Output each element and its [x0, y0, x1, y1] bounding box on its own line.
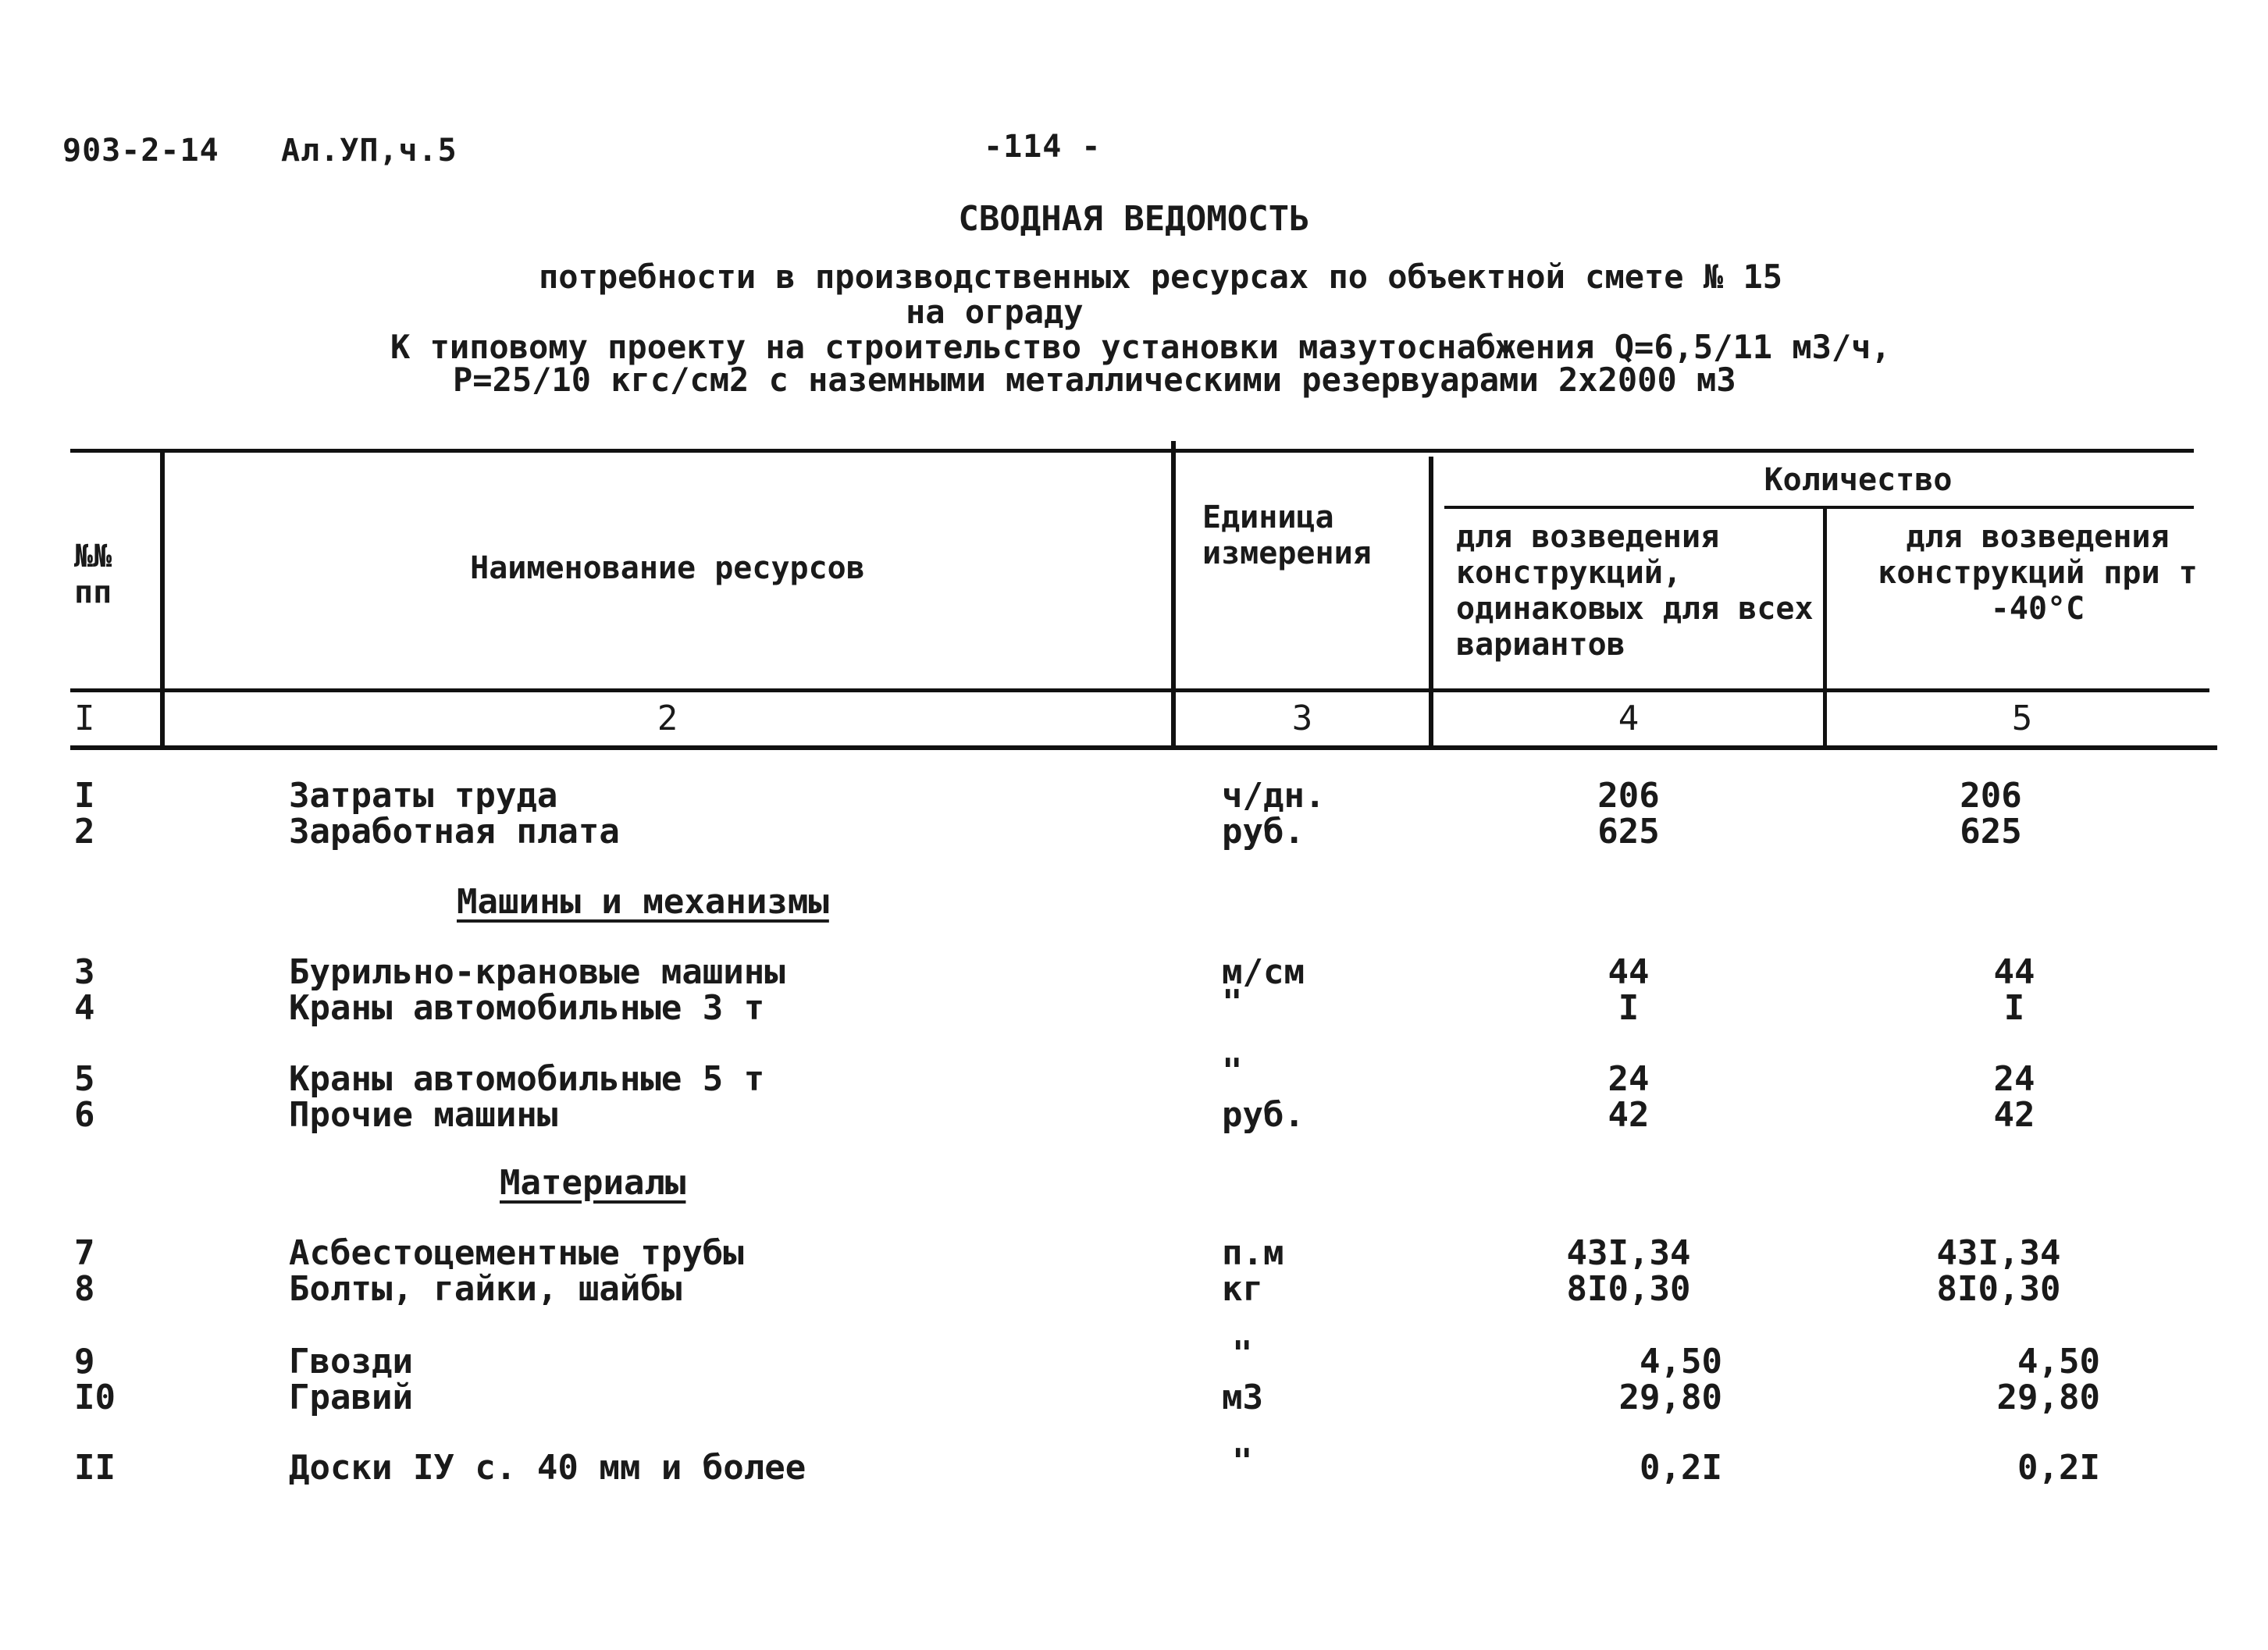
row-number: 9 — [74, 1342, 95, 1382]
quantity-col5: 0,2I — [2017, 1448, 2100, 1488]
quantity-col5: 24 — [1993, 1059, 2035, 1099]
section-materials: Материалы — [500, 1163, 686, 1203]
title-line-1: потребности в производственных ресурсах по объектной смете № 15 — [539, 258, 1783, 296]
quantity-col4: 625 — [1597, 812, 1660, 852]
row-number: 7 — [74, 1233, 95, 1273]
quantity-col5: 4,50 — [2017, 1342, 2100, 1382]
numbers-bottom-rule — [70, 745, 2217, 750]
row-number: 6 — [74, 1095, 95, 1135]
quantity-col4: 4,50 — [1640, 1342, 1722, 1382]
quantity-col5: 29,80 — [1996, 1378, 2100, 1417]
row-number: 5 — [74, 1059, 95, 1099]
unit: ч/дн. — [1222, 776, 1326, 816]
colnum-5: 5 — [2011, 699, 2033, 738]
row-number: I0 — [74, 1378, 116, 1417]
resource-name: Асбестоцементные трубы — [289, 1233, 744, 1273]
row-number: 2 — [74, 812, 95, 852]
unit: " — [1222, 983, 1243, 1022]
unit: кг — [1222, 1269, 1263, 1309]
quantity-col4: 24 — [1608, 1059, 1650, 1099]
table-top-rule — [70, 449, 2194, 453]
document-title: СВОДНАЯ ВЕДОМОСТЬ — [958, 199, 1310, 239]
resource-name: Прочие машины — [289, 1095, 558, 1135]
quantity-col5: 8I0,30 — [1936, 1269, 2061, 1309]
header-quantity: Количество — [1764, 462, 1953, 498]
row-number: I — [74, 776, 95, 816]
header-resource-name: Наименование ресурсов — [470, 550, 865, 586]
resource-name: Затраты труда — [289, 776, 558, 816]
header-bottom-rule — [70, 688, 2209, 692]
quantity-col5: 625 — [1960, 812, 2022, 852]
colnum-4: 4 — [1618, 699, 1640, 738]
album-ref: Ал.УП,ч.5 — [281, 133, 458, 169]
quantity-col4: 0,2I — [1640, 1448, 1722, 1488]
quantity-col4: I — [1618, 988, 1640, 1028]
title-line-4: P=25/10 кгс/см2 с наземными металлическими резервуарами 2х2000 м3 — [453, 361, 1736, 399]
header-row-number: №№ пп — [74, 539, 112, 610]
row-number: 3 — [74, 952, 95, 992]
resource-name: Краны автомобильные 3 т — [289, 988, 765, 1028]
unit: м/см — [1222, 952, 1305, 992]
unit: руб. — [1222, 1095, 1305, 1135]
resource-name: Бурильно-крановые машины — [289, 952, 785, 992]
resource-name: Гвозди — [289, 1342, 413, 1382]
quantity-col4: 43I,34 — [1566, 1233, 1691, 1273]
quantity-col5: 44 — [1993, 952, 2035, 992]
quantity-col4: 42 — [1608, 1095, 1650, 1135]
header-col5: для возведения конструкций при т -40°С — [1878, 519, 2198, 627]
colnum-2: 2 — [657, 699, 678, 738]
unit: " — [1232, 1442, 1253, 1481]
resource-name: Доски IУ с. 40 мм и более — [289, 1448, 806, 1488]
colnum-1: I — [74, 699, 95, 738]
unit: м3 — [1222, 1378, 1263, 1417]
header-unit: Единица измерения — [1202, 500, 1372, 571]
quantity-rule — [1444, 506, 2194, 509]
quantity-col4: 206 — [1597, 776, 1660, 816]
unit: п.м — [1222, 1233, 1284, 1273]
quantity-col4: 8I0,30 — [1566, 1269, 1691, 1309]
resource-name: Краны автомобильные 5 т — [289, 1059, 765, 1099]
row-number: 8 — [74, 1269, 95, 1309]
resource-name: Болты, гайки, шайбы — [289, 1269, 682, 1309]
page-number: -114 - — [984, 129, 1102, 165]
section-machines: Машины и механизмы — [457, 882, 829, 922]
title-line-3: К типовому проекту на строительство установки мазутоснабжения Q=6,5/11 м3/ч, — [390, 328, 1891, 366]
doc-code: 903-2-14 — [62, 133, 219, 169]
resource-name: Заработная плата — [289, 812, 620, 852]
quantity-col5: I — [2003, 988, 2025, 1028]
resource-name: Гравий — [289, 1378, 413, 1417]
title-line-2: на ограду — [906, 293, 1084, 331]
quantity-col5: 43I,34 — [1936, 1233, 2061, 1273]
unit: руб. — [1222, 812, 1305, 852]
quantity-col4: 29,80 — [1618, 1378, 1722, 1417]
row-number: 4 — [74, 988, 95, 1028]
row-number: II — [74, 1448, 116, 1488]
colnum-3: 3 — [1291, 699, 1313, 738]
unit: " — [1232, 1334, 1253, 1374]
quantity-col4: 44 — [1608, 952, 1650, 992]
quantity-col5: 206 — [1960, 776, 2022, 816]
quantity-col5: 42 — [1993, 1095, 2035, 1135]
unit: " — [1222, 1051, 1243, 1091]
header-col4: для возведения конструкций, одинаковых для всех вариантов — [1456, 519, 1814, 663]
